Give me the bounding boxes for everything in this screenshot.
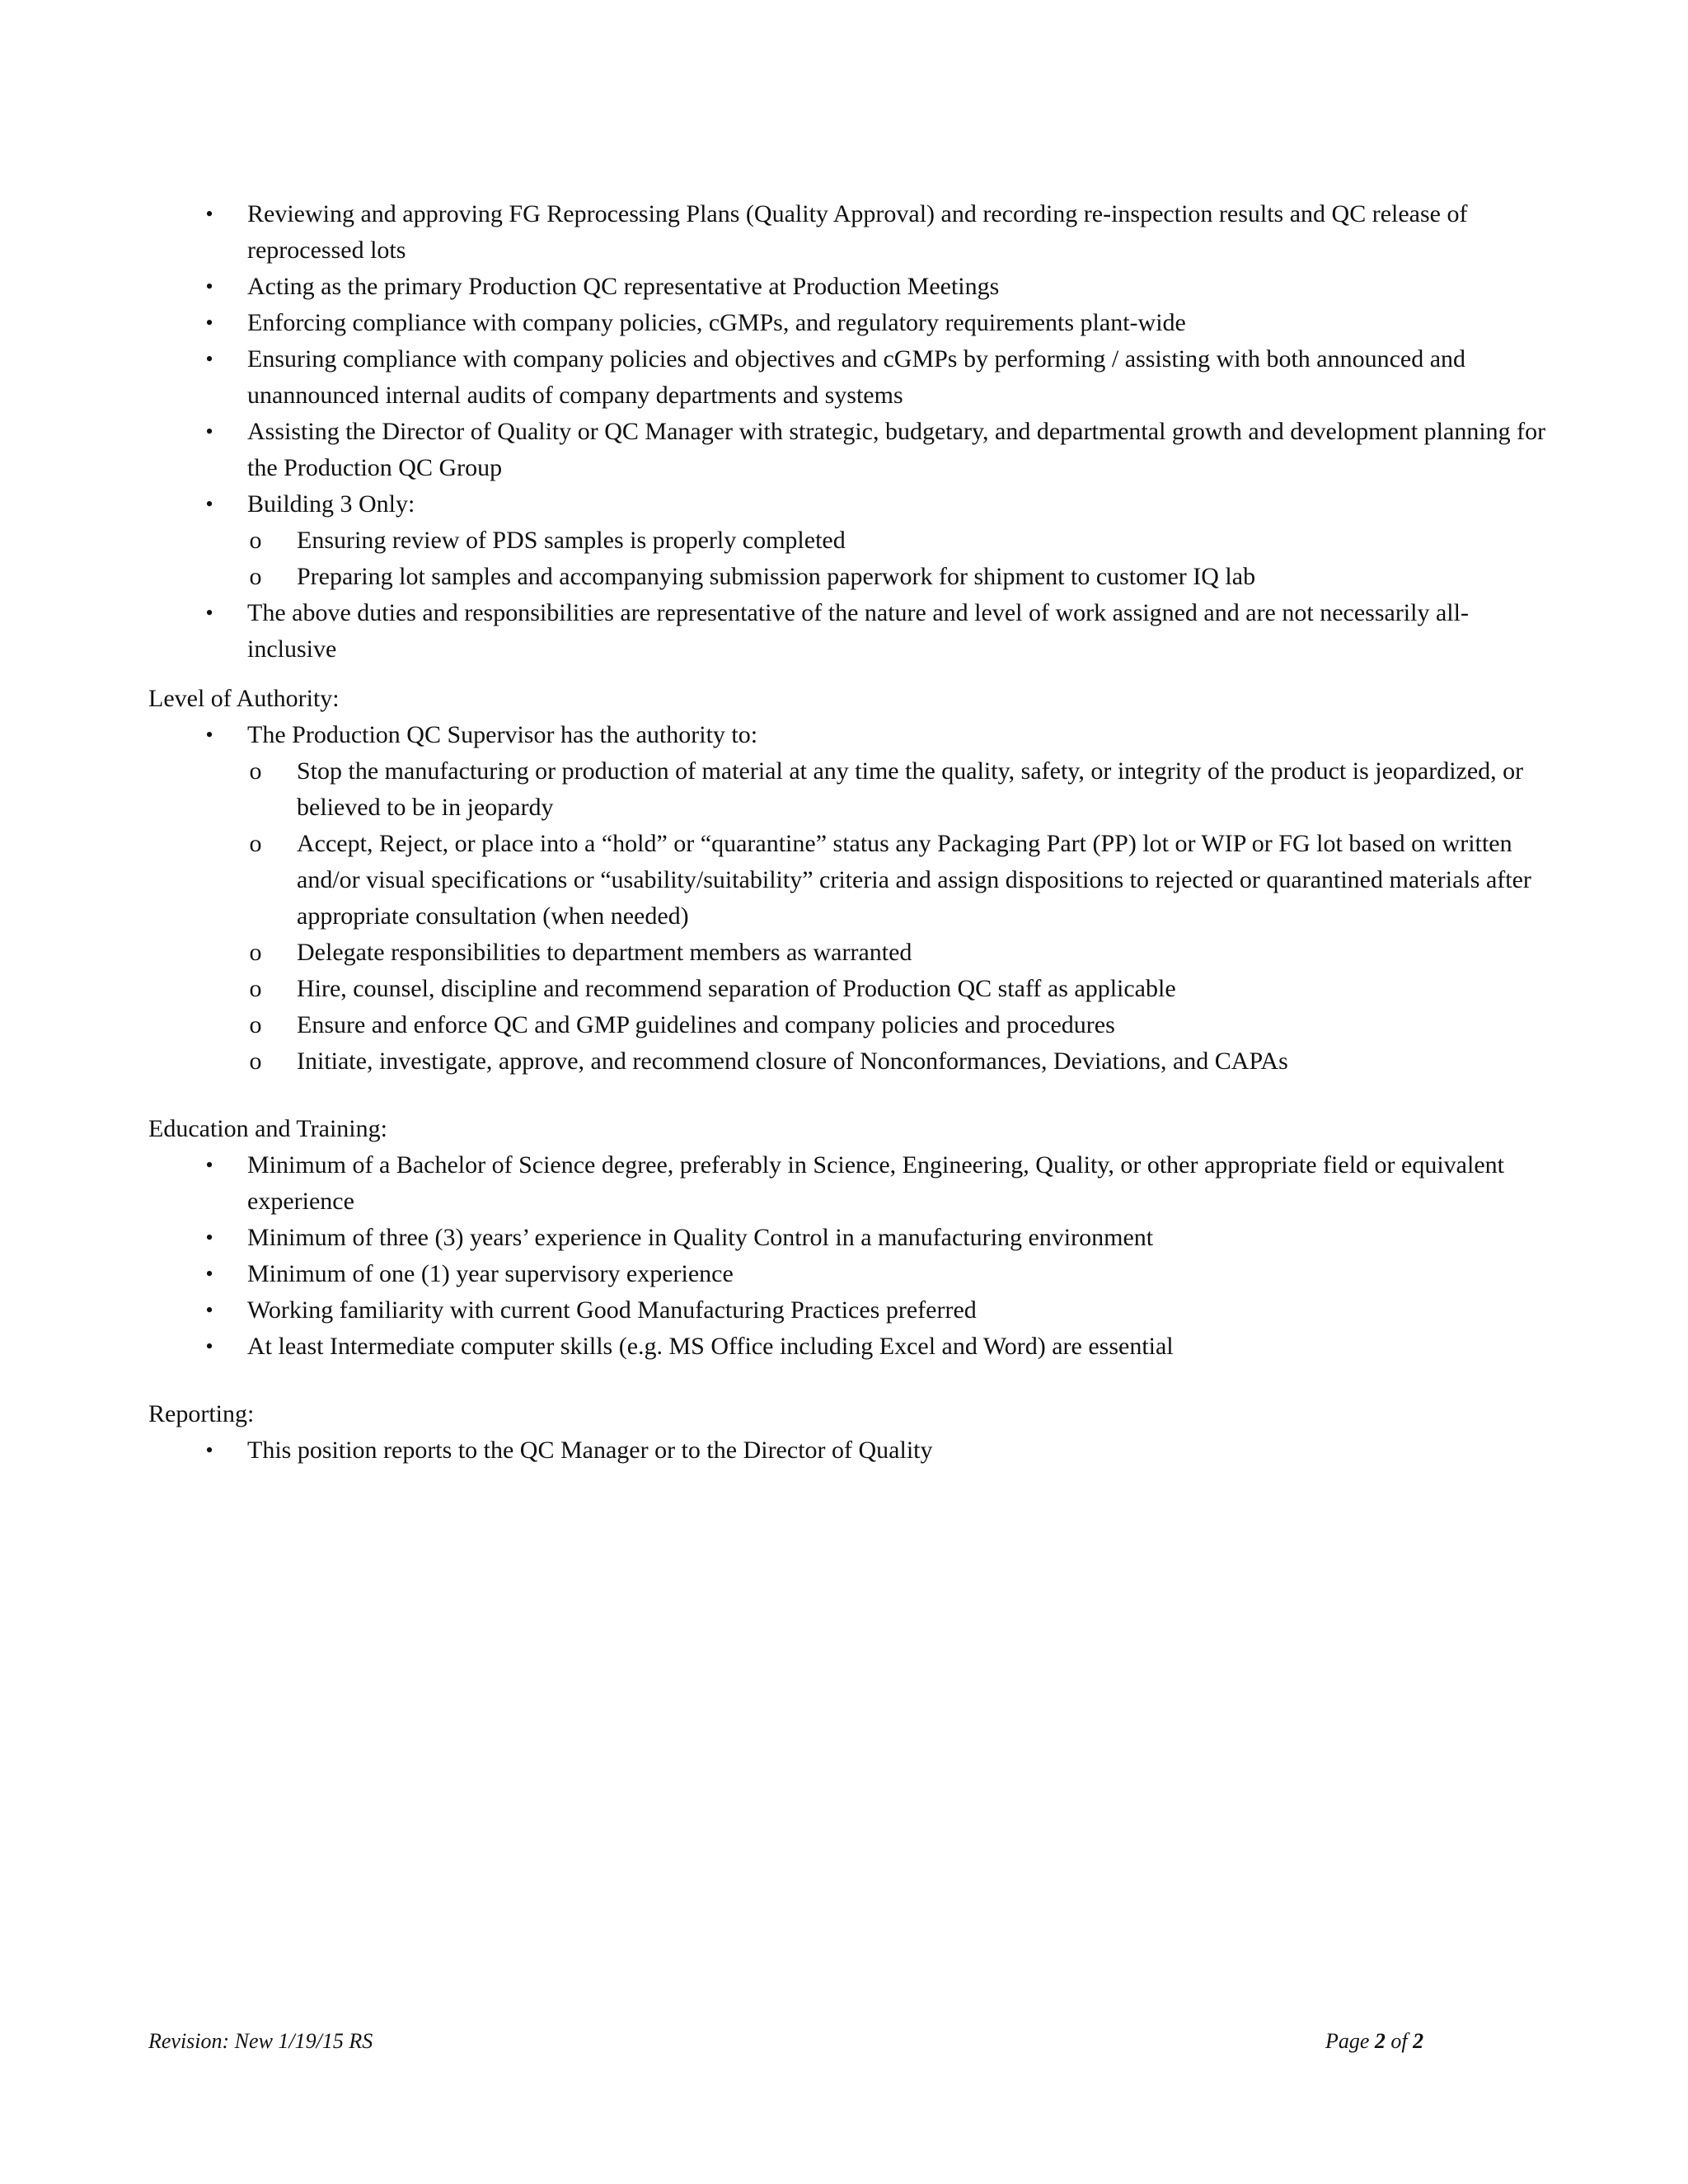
list-item-text: This position reports to the QC Manager or to the Director of Quality [247,1436,933,1464]
sub-list-item [148,523,1550,559]
sub-bullet-icon: o [249,527,262,554]
sub-list-item-text: Ensuring review of PDS samples is properly completed [297,527,846,554]
list-item [148,595,1550,668]
list-item [148,305,1550,341]
list-item [148,717,1550,753]
reporting-list [148,1432,1550,1469]
bullet-icon: • [205,1226,213,1249]
bullet-icon: • [205,274,213,298]
bullet-icon: • [205,347,213,371]
sub-list-item-text: Stop the manufacturing or production of material at any time the quality, safety, or integrity of the product is jeopardized, or believed to be in jeopardy [297,757,1524,821]
page-of: of [1385,2029,1414,2053]
footer-page-number [1325,2029,1423,2054]
list-item-text: Reviewing and approving FG Reprocessing Plans (Quality Approval) and recording re-inspection results and QC release of reprocessed lots [247,200,1468,264]
sub-list-item-text: Accept, Reject, or place into a “hold” or “quarantine” status any Packaging Part (PP) lot or WIP or FG lot based on written and/or visual specifications or “usability/suitability” criteria and assign dispositions to rejected or quarantined materials after appropriate consultation (when needed) [297,830,1531,930]
sub-list-item-text: Preparing lot samples and accompanying submission paperwork for shipment to customer IQ lab [297,563,1256,590]
sub-list-item [148,826,1550,935]
sub-bullet-icon: o [249,975,262,1002]
sub-list-item-text: Ensure and enforce QC and GMP guidelines and company policies and procedures [297,1011,1115,1038]
duties-list [148,196,1550,668]
sub-bullet-icon: o [249,563,262,590]
sub-list-item [148,559,1550,595]
page-prefix: Page [1325,2029,1375,2053]
bullet-icon: • [205,1262,213,1286]
list-item-text: Ensuring compliance with company policies and objectives and cGMPs by performing / assisting with both announced and unannounced internal audits of company departments and systems [247,345,1466,409]
sub-list-item [148,1007,1550,1043]
list-item-text: Minimum of a Bachelor of Science degree, preferably in Science, Engineering, Quality, or other appropriate field or equivalent experience [247,1151,1504,1215]
section-spacer [148,1080,1550,1098]
education-list [148,1147,1550,1365]
list-item [148,1292,1550,1329]
sub-list-item-text: Hire, counsel, discipline and recommend separation of Production QC staff as applicable [297,975,1176,1002]
list-item-text: Minimum of one (1) year supervisory experience [247,1260,734,1287]
section-spacer [148,1365,1550,1383]
list-item-text: The above duties and responsibilities are representative of the nature and level of work assigned and are not necessarily all-inclusive [247,599,1469,663]
sub-bullet-icon: o [249,830,262,857]
sub-list-item [148,753,1550,826]
bullet-icon: • [205,419,213,443]
list-item-text: Assisting the Director of Quality or QC Manager with strategic, budgetary, and departmental growth and development planning for the Production QC Group [247,418,1546,481]
list-item [148,1256,1550,1292]
sub-bullet-icon: o [249,757,262,785]
footer-revision: Revision: New 1/19/15 RS [148,2029,373,2053]
list-item [148,269,1550,305]
list-item-text: Building 3 Only: [247,490,415,518]
bullet-icon: • [205,311,213,335]
sub-bullet-icon: o [249,1011,262,1038]
list-item-text: Working familiarity with current Good Manufacturing Practices preferred [247,1296,977,1324]
page-current: 2 [1374,2029,1386,2053]
bullet-icon: • [205,601,213,625]
page-total: 2 [1413,2029,1424,2053]
bullet-icon: • [205,1334,213,1358]
list-item [148,486,1550,523]
list-item [148,1147,1550,1220]
list-item-text: The Production QC Supervisor has the authority to: [247,721,758,748]
list-item [148,1432,1550,1469]
list-item-text: Minimum of three (3) years’ experience in Quality Control in a manufacturing environment [247,1224,1154,1251]
bullet-icon: • [205,723,213,747]
list-item-text: Acting as the primary Production QC representative at Production Meetings [247,273,1000,300]
list-item [148,1220,1550,1256]
list-item [148,1329,1550,1365]
authority-list [148,717,1550,1080]
sub-list-item [148,1043,1550,1080]
list-item [148,414,1550,486]
list-item [148,196,1550,269]
list-item-text: At least Intermediate computer skills (e.g. MS Office including Excel and Word) are essential [247,1333,1174,1360]
sub-list-item [148,935,1550,971]
sub-list-item-text: Delegate responsibilities to department members as warranted [297,939,912,966]
bullet-icon: • [205,1298,213,1322]
authority-heading: Level of Authority: [148,685,340,712]
bullet-icon: • [205,202,213,226]
bullet-icon: • [205,1438,213,1462]
sub-list-item-text: Initiate, investigate, approve, and recommend closure of Nonconformances, Deviations, and CAPAs [297,1047,1288,1075]
document-body [148,196,1550,1469]
sub-list-item [148,971,1550,1007]
education-heading: Education and Training: [148,1115,387,1142]
list-item-text: Enforcing compliance with company policies, cGMPs, and regulatory requirements plant-wide [247,309,1186,336]
sub-bullet-icon: o [249,1047,262,1075]
bullet-icon: • [205,492,213,516]
reporting-heading: Reporting: [148,1400,255,1427]
sub-bullet-icon: o [249,939,262,966]
bullet-icon: • [205,1153,213,1177]
list-item [148,341,1550,414]
